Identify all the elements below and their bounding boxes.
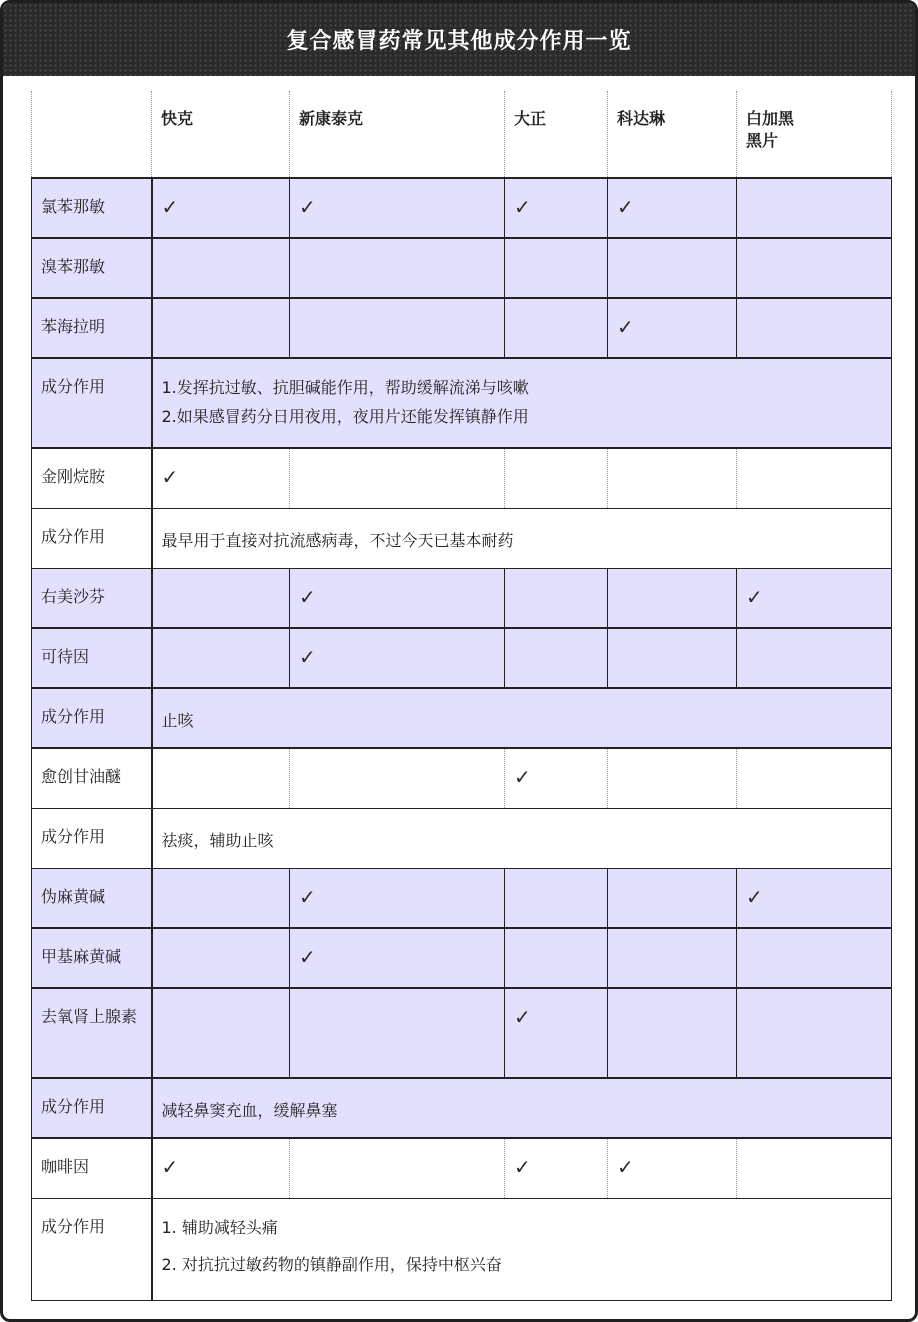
note-line: 2. 对抗抗过敏药物的镇静副作用，保持中枢兴奋: [161, 1254, 502, 1274]
check-cell: [290, 568, 505, 628]
note-row: [32, 508, 892, 568]
table-row: [32, 868, 892, 928]
table-row: [32, 568, 892, 628]
check-icon: ✓: [746, 584, 763, 609]
check-cell: [608, 868, 737, 928]
check-cell: [152, 988, 290, 1078]
row-label-text: 愈创甘油醚: [41, 767, 122, 786]
check-cell: [290, 988, 505, 1078]
header-corner: [32, 91, 152, 178]
note-row: [32, 808, 892, 868]
check-icon: ✓: [299, 884, 316, 909]
check-icon: ✓: [617, 315, 634, 339]
row-label-text: 成分作用: [41, 377, 106, 396]
check-cell: [737, 568, 892, 628]
check-cell: [290, 1138, 505, 1198]
row-label-text: 甲基麻黄碱: [41, 947, 122, 966]
row-label-text: 溴苯那敏: [41, 257, 106, 276]
column-header: [505, 91, 608, 178]
row-label: [32, 358, 152, 448]
row-label-text: 伪麻黄碱: [41, 886, 106, 906]
header-label: 大正: [514, 109, 547, 128]
table-row: [32, 928, 892, 988]
check-icon: ✓: [299, 945, 316, 969]
check-cell: [608, 628, 737, 688]
check-cell: [505, 868, 608, 928]
row-label: [32, 178, 152, 238]
check-icon: ✓: [617, 1155, 634, 1179]
note-row: [32, 688, 892, 748]
row-label: [32, 928, 152, 988]
check-cell: [505, 448, 608, 508]
check-cell: [152, 238, 290, 298]
check-cell: [290, 238, 505, 298]
check-cell: [505, 298, 608, 358]
header-label: 白加黑: [746, 109, 795, 128]
note-line: 最早用于直接对抗流感病毒，不过今天已基本耐药: [161, 530, 514, 550]
check-cell: [608, 1138, 737, 1198]
check-cell: [608, 238, 737, 298]
check-cell: [505, 178, 608, 238]
row-label: [32, 868, 152, 928]
check-cell: [152, 868, 290, 928]
check-icon: ✓: [299, 645, 316, 669]
check-cell: [290, 928, 505, 988]
row-label: [32, 1198, 152, 1300]
table-row: [32, 988, 892, 1078]
note-cell: [152, 508, 892, 568]
check-icon: ✓: [161, 195, 179, 219]
header-label: 黑片: [746, 131, 779, 150]
table-row: [32, 178, 892, 238]
note-line: 减轻鼻窦充血，缓解鼻塞: [161, 1101, 338, 1120]
table-row: [32, 448, 892, 508]
check-cell: [608, 298, 737, 358]
check-icon: ✓: [617, 195, 634, 219]
column-header: [608, 91, 737, 178]
table-row: [32, 748, 892, 808]
row-label-text: 可待因: [41, 647, 90, 666]
column-header: [290, 91, 505, 178]
note-line: 1.发挥抗过敏、抗胆碱能作用，帮助缓解流涕与咳嗽: [161, 378, 529, 397]
check-cell: [608, 928, 737, 988]
check-cell: [290, 298, 505, 358]
check-cell: [608, 988, 737, 1078]
check-cell: [737, 1138, 892, 1198]
check-cell: [505, 988, 608, 1078]
row-label: [32, 568, 152, 628]
note-row: [32, 1198, 892, 1300]
note-cell: [152, 1198, 892, 1300]
note-cell: [152, 808, 892, 868]
check-cell: [505, 568, 608, 628]
check-cell: [737, 628, 892, 688]
check-cell: [152, 628, 290, 688]
check-cell: [152, 1138, 290, 1198]
column-header: [737, 91, 892, 178]
table-row: [32, 628, 892, 688]
check-cell: [608, 448, 737, 508]
header-label: 快克: [161, 109, 194, 128]
check-icon: ✓: [514, 1005, 531, 1029]
note-cell: [152, 688, 892, 748]
row-label: [32, 688, 152, 748]
note-line: 祛痰，辅助止咳: [161, 830, 274, 850]
row-label: [32, 1078, 152, 1138]
row-label-text: 咖啡因: [41, 1157, 90, 1176]
note-cell: [152, 1078, 892, 1138]
note-line: 止咳: [161, 711, 194, 730]
row-label: [32, 628, 152, 688]
row-label-text: 金刚烷胺: [41, 467, 106, 486]
row-label: [32, 298, 152, 358]
row-label: [32, 748, 152, 808]
check-icon: ✓: [161, 465, 179, 489]
check-cell: [152, 928, 290, 988]
check-cell: [737, 298, 892, 358]
check-cell: [608, 748, 737, 808]
check-cell: [505, 928, 608, 988]
check-icon: ✓: [514, 195, 531, 219]
table-row: [32, 298, 892, 358]
check-cell: [152, 568, 290, 628]
check-cell: [290, 448, 505, 508]
column-header: [152, 91, 290, 178]
check-cell: [152, 448, 290, 508]
ingredient-table: [31, 91, 892, 1301]
row-label: [32, 1138, 152, 1198]
check-cell: [737, 448, 892, 508]
check-cell: [737, 988, 892, 1078]
row-label: [32, 508, 152, 568]
check-cell: [737, 748, 892, 808]
check-cell: [505, 238, 608, 298]
title-bar: [3, 3, 915, 76]
row-label-text: 氯苯那敏: [41, 197, 106, 216]
header-label: 科达琳: [617, 109, 666, 128]
check-icon: ✓: [514, 765, 531, 789]
table-row: [32, 1138, 892, 1198]
row-label-text: 成分作用: [41, 1097, 106, 1116]
note-cell: [152, 358, 892, 448]
check-cell: [290, 628, 505, 688]
page-title: 复合感冒药常见其他成分作用一览: [286, 29, 632, 54]
check-cell: [152, 298, 290, 358]
check-cell: [152, 178, 290, 238]
check-cell: [608, 568, 737, 628]
header-label: 新康泰克: [299, 109, 364, 128]
row-label-text: 成分作用: [41, 826, 106, 846]
table-row: [32, 238, 892, 298]
check-cell: [290, 868, 505, 928]
note-row: [32, 1078, 892, 1138]
row-label-text: 成分作用: [41, 1216, 106, 1236]
row-label: [32, 238, 152, 298]
check-icon: ✓: [299, 584, 316, 609]
row-label: [32, 448, 152, 508]
check-icon: ✓: [161, 1155, 179, 1179]
check-cell: [505, 748, 608, 808]
check-cell: [505, 628, 608, 688]
check-cell: [505, 1138, 608, 1198]
check-cell: [737, 868, 892, 928]
check-icon: ✓: [299, 195, 316, 219]
check-cell: [737, 928, 892, 988]
check-icon: ✓: [746, 884, 763, 909]
header-row: [32, 91, 892, 178]
row-label-text: 右美沙芬: [41, 586, 106, 606]
row-label-text: 成分作用: [41, 526, 106, 546]
check-cell: [152, 748, 290, 808]
check-cell: [737, 178, 892, 238]
check-cell: [290, 748, 505, 808]
check-icon: ✓: [514, 1155, 531, 1179]
row-label-text: 去氧肾上腺素: [41, 1007, 138, 1026]
note-line: 1. 辅助减轻头痛: [161, 1217, 278, 1237]
row-label-text: 苯海拉明: [41, 317, 106, 336]
check-cell: [608, 178, 737, 238]
row-label-text: 成分作用: [41, 707, 106, 726]
note-line: 2.如果感冒药分日用夜用，夜用片还能发挥镇静作用: [161, 407, 529, 426]
check-cell: [737, 238, 892, 298]
row-label: [32, 808, 152, 868]
check-cell: [290, 178, 505, 238]
row-label: [32, 988, 152, 1078]
note-row: [32, 358, 892, 448]
